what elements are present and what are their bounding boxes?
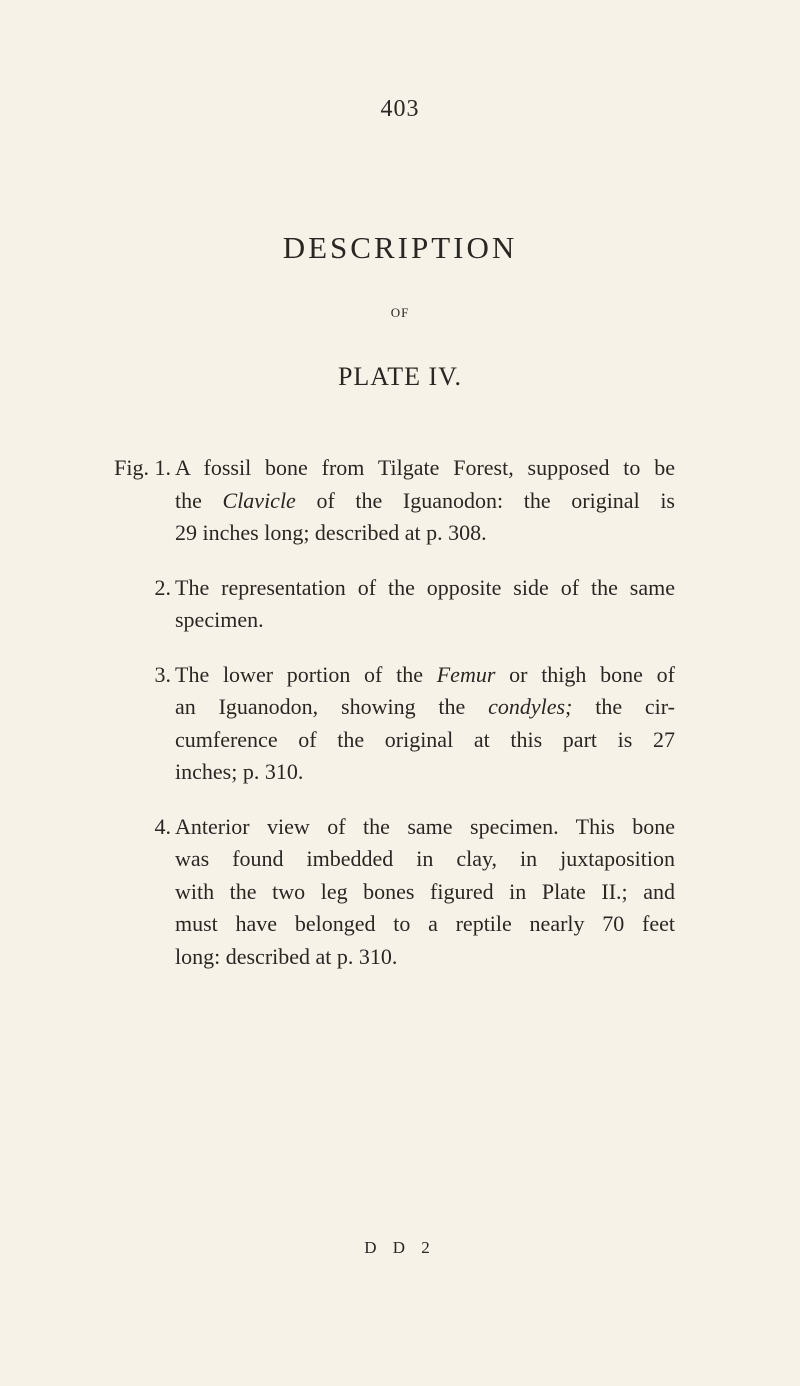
figure-description [175, 572, 675, 637]
page-title: DESCRIPTION [282, 230, 518, 265]
text-line: long: described at p. 310. [175, 943, 398, 969]
figure-item [0, 811, 675, 974]
text-line: with the two leg bones figured in Plate II.; and [175, 878, 675, 904]
text-line: the Clavicle of the Iguanodon: the original is [175, 487, 675, 513]
figure-number: 4. [154, 813, 171, 839]
italic-term: condyles; [488, 694, 573, 719]
title-connector: OF [390, 305, 410, 320]
text-line: A fossil bone from Tilgate Forest, supposed to be [175, 455, 675, 480]
signature-mark: D D 2 [364, 1238, 436, 1257]
text-line: specimen. [175, 607, 264, 632]
plate-title: PLATE IV. [337, 362, 463, 391]
figure-description [175, 452, 675, 550]
italic-term: Femur [436, 661, 496, 687]
text-line: was found imbedded in clay, in juxtaposition [175, 846, 675, 871]
text-line: an Iguanodon, showing the condyles; the cir- [175, 694, 676, 719]
text-line: cumference of the original at this part is 27 [175, 726, 675, 752]
page-number: 403 [380, 96, 420, 122]
figure-item [0, 659, 675, 789]
figure-item [0, 572, 675, 637]
text-line: The representation of the opposite side of the same [175, 574, 675, 600]
text-line: The lower portion of the Femur or thigh bone of [175, 661, 675, 687]
figure-descriptions [0, 452, 800, 995]
figure-number: 2. [154, 574, 171, 600]
figure-description [175, 659, 675, 789]
italic-term: Clavicle [222, 487, 296, 513]
text-line: must have belonged to a reptile nearly 70 feet [175, 911, 675, 936]
text-line: inches; p. 310. [175, 759, 304, 784]
text-line: 29 inches long; described at p. 308. [175, 520, 487, 545]
figure-number: 3. [154, 661, 171, 687]
text-line: Anterior view of the same specimen. This bone [175, 813, 675, 839]
figure-number: Fig. 1. [114, 455, 171, 480]
figure-item [0, 452, 675, 550]
figure-description [175, 811, 675, 974]
